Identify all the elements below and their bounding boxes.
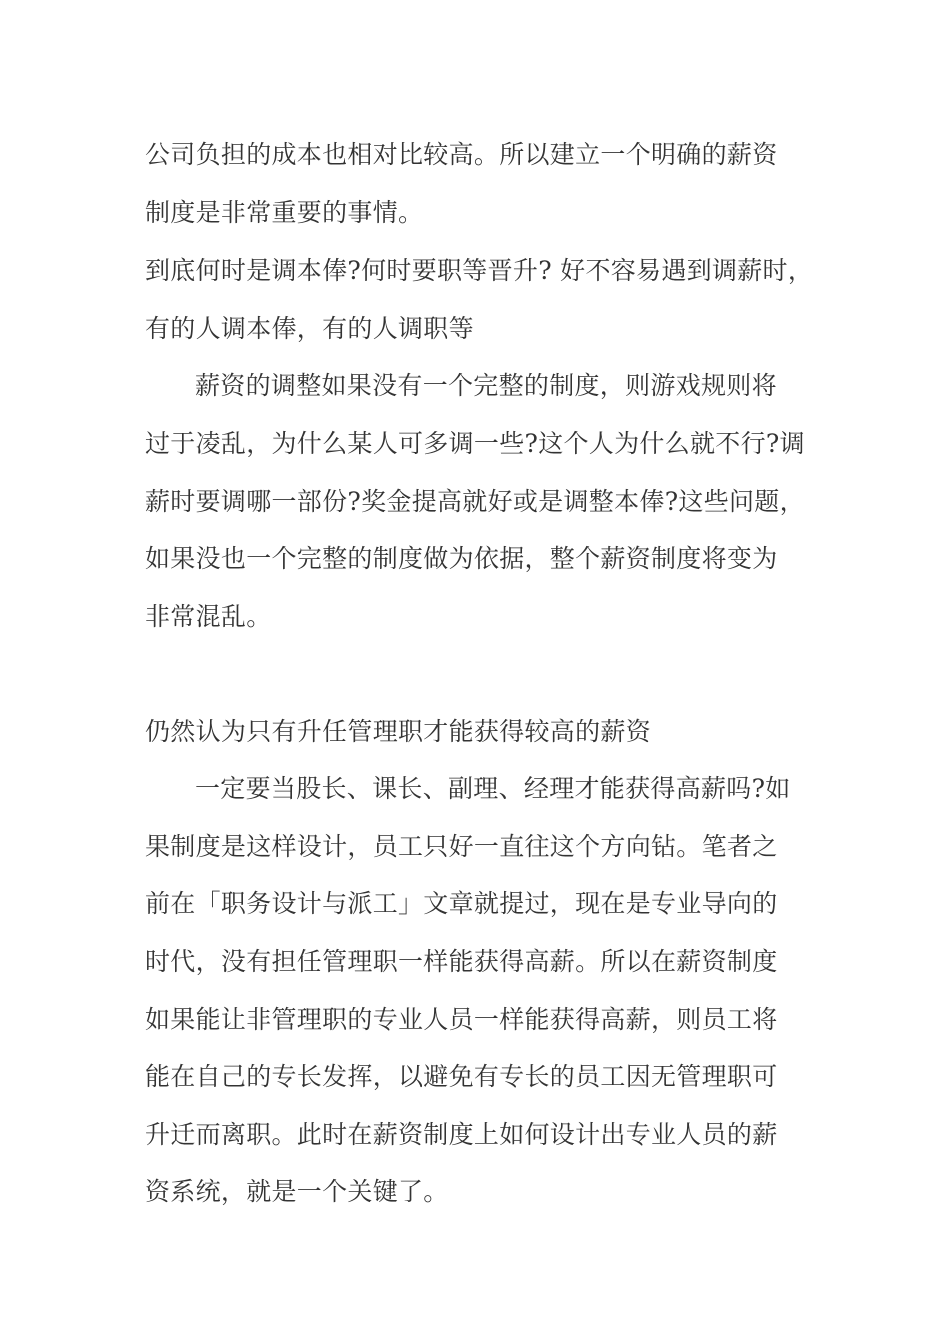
text-line: 如果没也一个完整的制度做为依据，整个薪资制度将变为	[145, 544, 778, 573]
text-line: 前在「职务设计与派工」文章就提过，现在是专业导向的	[145, 889, 778, 918]
text-line: 公司负担的成本也相对比较高。所以建立一个明确的薪资	[145, 140, 778, 169]
paragraph-start-line: 薪资的调整如果没有一个完整的制度，则游戏规则将	[195, 371, 777, 400]
paragraph-start-line: 一定要当股长、课长、副理、经理才能获得高薪吗?如	[195, 774, 791, 803]
text-line: 如果能让非管理职的专业人员一样能获得高薪，则员工将	[145, 1005, 778, 1034]
text-line: 薪时要调哪一部份?奖金提高就好或是调整本俸?这些问题，	[145, 487, 805, 516]
text-line: 时代，没有担任管理职一样能获得高薪。所以在薪资制度	[145, 947, 778, 976]
text-line: 到底何时是调本俸?何时要职等晋升? 好不容易遇到调薪时，	[145, 256, 814, 285]
text-line: 有的人调本俸，有的人调职等	[145, 314, 474, 343]
text-line: 过于凌乱，为什么某人可多调一些?这个人为什么就不行?调	[145, 429, 805, 458]
text-line: 能在自己的专长发挥，以避免有专长的员工因无管理职可	[145, 1062, 778, 1091]
text-line: 资系统，就是一个关键了。	[145, 1177, 449, 1206]
text-line: 果制度是这样设计，员工只好一直往这个方向钻。笔者之	[145, 832, 778, 861]
text-line: 非常混乱。	[145, 602, 272, 631]
section-heading: 仍然认为只有升任管理职才能获得较高的薪资	[145, 717, 652, 746]
text-line: 制度是非常重要的事情。	[145, 198, 424, 227]
text-line: 升迁而离职。此时在薪资制度上如何设计出专业人员的薪	[145, 1120, 778, 1149]
